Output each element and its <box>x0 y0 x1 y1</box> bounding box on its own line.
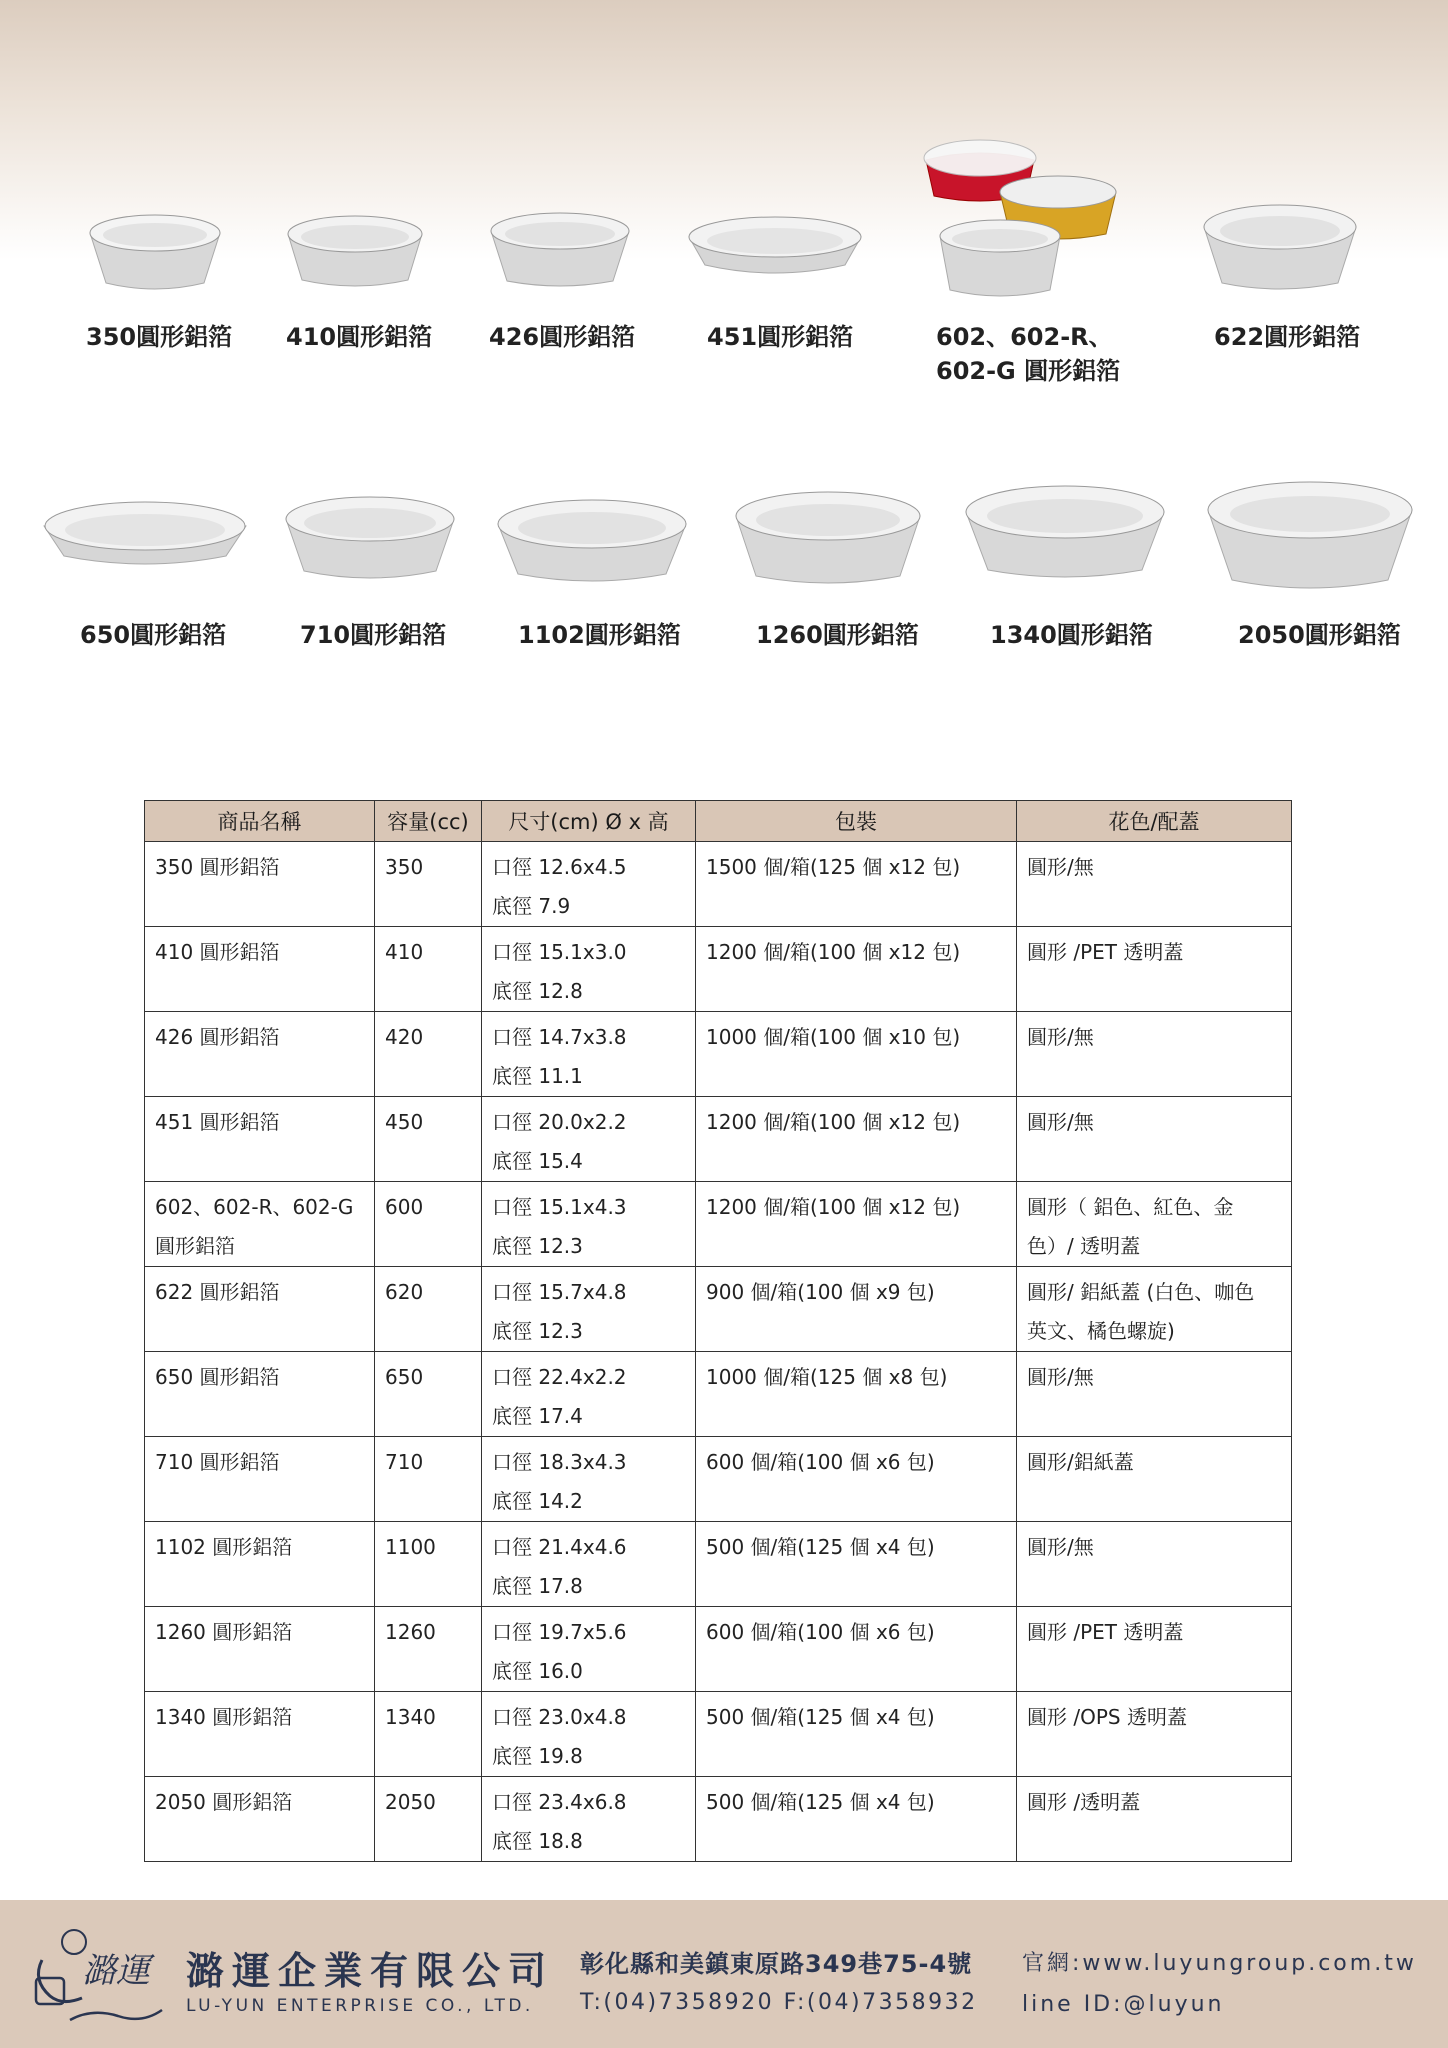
cell-style-lid <box>1017 1522 1292 1607</box>
company-website[interactable]: 官網:www.luyungroup.com.tw <box>1022 1951 1417 1976</box>
foil-tray-image <box>280 210 430 290</box>
cell-dimensions-text: 口徑 14.7x3.8 <box>492 1025 627 1049</box>
cell-dimensions-text: 底徑 19.8 <box>492 1744 583 1768</box>
cell-style-lid-text: 圓形/鋁紙蓋 <box>1027 1450 1134 1474</box>
table-row <box>145 1692 1292 1777</box>
cell-packaging-text: 600 個/箱(100 個 x6 包) <box>706 1620 935 1644</box>
header-style-lid: 花色/配蓋 <box>1017 801 1292 842</box>
company-line-id: line ID:@luyun <box>1022 1992 1225 2017</box>
cell-packaging <box>696 1012 1017 1097</box>
product-label: 2050圓形鋁箔 <box>1238 621 1401 649</box>
cell-style-lid <box>1017 842 1292 927</box>
cell-capacity <box>375 1437 482 1522</box>
company-phone-fax: T:(04)7358920 F:(04)7358932 <box>580 1990 978 2015</box>
cell-product-name <box>145 1182 375 1267</box>
company-address: 彰化縣和美鎮東原路349巷75-4號 <box>580 1950 973 1978</box>
cell-product-name <box>145 1777 375 1862</box>
cell-dimensions-text: 口徑 12.6x4.5 <box>492 855 627 879</box>
cell-packaging-text: 1200 個/箱(100 個 x12 包) <box>706 1110 961 1134</box>
cell-capacity <box>375 1352 482 1437</box>
cell-dimensions-text: 底徑 14.2 <box>492 1489 583 1513</box>
product-label: 350圓形鋁箔 <box>86 323 233 351</box>
cell-product-name-text: 710 圓形鋁箔 <box>155 1450 280 1474</box>
cell-capacity-text: 410 <box>385 940 424 964</box>
cell-style-lid-text: 圓形 /透明蓋 <box>1027 1790 1141 1814</box>
cell-dimensions <box>482 1352 696 1437</box>
cell-dimensions <box>482 1692 696 1777</box>
foil-tray-image <box>730 482 926 592</box>
footer <box>0 1900 1448 2048</box>
cell-product-name-text: 1260 圓形鋁箔 <box>155 1620 293 1644</box>
cell-dimensions <box>482 927 696 1012</box>
cell-capacity-text: 450 <box>385 1110 424 1134</box>
product-label: 650圓形鋁箔 <box>80 621 227 649</box>
cell-dimensions-text: 底徑 16.0 <box>492 1659 583 1683</box>
foil-tray-image <box>40 490 250 580</box>
cell-style-lid <box>1017 1182 1292 1267</box>
cell-product-name <box>145 1522 375 1607</box>
cell-dimensions <box>482 1777 696 1862</box>
cell-dimensions <box>482 1182 696 1267</box>
product-label: 410圓形鋁箔 <box>286 323 433 351</box>
table-row <box>145 842 1292 927</box>
cell-capacity <box>375 1777 482 1862</box>
cell-packaging <box>696 1437 1017 1522</box>
cell-style-lid <box>1017 1012 1292 1097</box>
cell-dimensions-text: 底徑 18.8 <box>492 1829 583 1853</box>
cell-capacity <box>375 1182 482 1267</box>
cell-packaging-text: 600 個/箱(100 個 x6 包) <box>706 1450 935 1474</box>
cell-capacity-text: 620 <box>385 1280 424 1304</box>
cell-packaging-text: 1500 個/箱(125 個 x12 包) <box>706 855 961 879</box>
cell-dimensions-text: 口徑 15.1x4.3 <box>492 1195 627 1219</box>
cell-product-name <box>145 1097 375 1182</box>
cell-packaging-text: 900 個/箱(100 個 x9 包) <box>706 1280 935 1304</box>
product-label: 451圓形鋁箔 <box>707 323 854 351</box>
cell-capacity-text: 650 <box>385 1365 424 1389</box>
cell-dimensions-text: 底徑 12.3 <box>492 1234 583 1258</box>
cell-capacity <box>375 1522 482 1607</box>
cell-style-lid <box>1017 1267 1292 1352</box>
foil-tray-image <box>280 485 460 585</box>
cell-style-lid <box>1017 1777 1292 1862</box>
cell-style-lid-text: 圓形/ 鋁紙蓋 (白色、咖色 <box>1027 1280 1255 1304</box>
cell-style-lid-text: 圓形/無 <box>1027 1110 1094 1134</box>
cell-style-lid <box>1017 927 1292 1012</box>
cell-dimensions <box>482 1437 696 1522</box>
company-logo-icon <box>22 1920 172 2030</box>
cell-packaging <box>696 1182 1017 1267</box>
cell-capacity-text: 2050 <box>385 1790 436 1814</box>
foil-tray-image <box>960 476 1170 586</box>
foil-tray-image <box>1202 472 1418 596</box>
cell-style-lid <box>1017 1607 1292 1692</box>
cell-dimensions <box>482 1522 696 1607</box>
cell-dimensions-text: 口徑 15.1x3.0 <box>492 940 627 964</box>
cell-product-name-text: 圓形鋁箔 <box>155 1234 235 1258</box>
cell-product-name-text: 1340 圓形鋁箔 <box>155 1705 293 1729</box>
product-label: 622圓形鋁箔 <box>1214 323 1361 351</box>
cell-style-lid-text: 圓形 /OPS 透明蓋 <box>1027 1705 1187 1729</box>
cell-capacity <box>375 842 482 927</box>
cell-style-lid-text: 圓形 /PET 透明蓋 <box>1027 1620 1184 1644</box>
cell-packaging <box>696 1097 1017 1182</box>
cell-dimensions-text: 口徑 21.4x4.6 <box>492 1535 627 1559</box>
company-name-cn: 潞運企業有限公司 <box>186 1949 555 1993</box>
cell-capacity-text: 1340 <box>385 1705 436 1729</box>
cell-packaging-text: 1000 個/箱(100 個 x10 包) <box>706 1025 961 1049</box>
cell-dimensions-text: 底徑 12.8 <box>492 979 583 1003</box>
cell-style-lid-text: 圓形 /PET 透明蓋 <box>1027 940 1184 964</box>
cell-product-name-text: 350 圓形鋁箔 <box>155 855 280 879</box>
cell-dimensions <box>482 1267 696 1352</box>
cell-capacity <box>375 1012 482 1097</box>
cell-dimensions <box>482 1012 696 1097</box>
cell-product-name <box>145 1267 375 1352</box>
cell-product-name-text: 1102 圓形鋁箔 <box>155 1535 293 1559</box>
cell-product-name <box>145 1607 375 1692</box>
table-row <box>145 1352 1292 1437</box>
header-packaging: 包裝 <box>696 801 1017 842</box>
foil-tray-image <box>485 205 635 290</box>
header-dimensions: 尺寸(cm) Ø x 高 <box>482 801 696 842</box>
company-name-en: LU-YUN ENTERPRISE CO., LTD. <box>186 1996 534 2016</box>
cell-packaging <box>696 1522 1017 1607</box>
tray <box>90 215 220 289</box>
product-label: 602、602-R、 <box>936 323 1113 351</box>
cell-capacity <box>375 1097 482 1182</box>
product-label: 1340圓形鋁箔 <box>990 621 1153 649</box>
cell-style-lid-text: 英文、橘色螺旋) <box>1027 1319 1175 1343</box>
cell-product-name-text: 622 圓形鋁箔 <box>155 1280 280 1304</box>
cell-packaging <box>696 1692 1017 1777</box>
cell-product-name <box>145 1012 375 1097</box>
cell-dimensions-text: 底徑 17.8 <box>492 1574 583 1598</box>
product-label: 710圓形鋁箔 <box>300 621 447 649</box>
cell-product-name-text: 451 圓形鋁箔 <box>155 1110 280 1134</box>
cell-product-name <box>145 1437 375 1522</box>
cell-style-lid-text: 圓形/無 <box>1027 855 1094 879</box>
cell-dimensions-text: 底徑 15.4 <box>492 1149 583 1173</box>
cell-product-name-text: 426 圓形鋁箔 <box>155 1025 280 1049</box>
cell-packaging-text: 1200 個/箱(100 個 x12 包) <box>706 1195 961 1219</box>
cell-capacity-text: 710 <box>385 1450 424 1474</box>
cell-packaging <box>696 1267 1017 1352</box>
foil-tray-image <box>685 205 865 285</box>
spec-table <box>144 800 1292 1862</box>
cell-packaging-text: 500 個/箱(125 個 x4 包) <box>706 1705 935 1729</box>
cell-style-lid <box>1017 1352 1292 1437</box>
cell-product-name-text: 2050 圓形鋁箔 <box>155 1790 293 1814</box>
cell-style-lid <box>1017 1097 1292 1182</box>
cell-capacity-text: 600 <box>385 1195 424 1219</box>
cell-product-name-text: 602、602-R、602-G <box>155 1195 354 1219</box>
cell-style-lid <box>1017 1692 1292 1777</box>
header-capacity: 容量(cc) <box>375 801 482 842</box>
cell-dimensions <box>482 1097 696 1182</box>
table-row <box>145 927 1292 1012</box>
header-name: 商品名稱 <box>145 801 375 842</box>
cell-product-name-text: 650 圓形鋁箔 <box>155 1365 280 1389</box>
cell-packaging <box>696 1777 1017 1862</box>
table-header-row <box>145 801 1292 842</box>
cell-packaging-text: 1000 個/箱(125 個 x8 包) <box>706 1365 948 1389</box>
cell-style-lid-text: 圓形/無 <box>1027 1365 1094 1389</box>
foil-tray-image <box>920 130 1130 310</box>
table-row <box>145 1012 1292 1097</box>
cell-capacity <box>375 1267 482 1352</box>
cell-dimensions-text: 底徑 11.1 <box>492 1064 583 1088</box>
cell-product-name-text: 410 圓形鋁箔 <box>155 940 280 964</box>
cell-product-name <box>145 842 375 927</box>
cell-packaging-text: 500 個/箱(125 個 x4 包) <box>706 1535 935 1559</box>
product-label-line2: 602-G 圓形鋁箔 <box>936 357 1121 385</box>
product-label: 1260圓形鋁箔 <box>756 621 919 649</box>
cell-dimensions-text: 口徑 23.4x6.8 <box>492 1790 627 1814</box>
cell-packaging <box>696 1607 1017 1692</box>
table-row <box>145 1182 1292 1267</box>
cell-style-lid-text: 色）/ 透明蓋 <box>1027 1234 1141 1258</box>
cell-product-name <box>145 1352 375 1437</box>
foil-tray-image <box>492 488 692 588</box>
cell-packaging <box>696 927 1017 1012</box>
cell-style-lid <box>1017 1437 1292 1522</box>
cell-dimensions-text: 口徑 18.3x4.3 <box>492 1450 627 1474</box>
cell-dimensions-text: 口徑 15.7x4.8 <box>492 1280 627 1304</box>
cell-dimensions <box>482 842 696 927</box>
cell-style-lid-text: 圓形（ 鋁色、紅色、金 <box>1027 1195 1234 1219</box>
table-row <box>145 1777 1292 1862</box>
cell-capacity-text: 420 <box>385 1025 424 1049</box>
cell-product-name <box>145 1692 375 1777</box>
cell-style-lid-text: 圓形/無 <box>1027 1535 1094 1559</box>
table-row <box>145 1522 1292 1607</box>
cell-dimensions-text: 底徑 12.3 <box>492 1319 583 1343</box>
table-row <box>145 1267 1292 1352</box>
cell-dimensions-text: 口徑 20.0x2.2 <box>492 1110 627 1134</box>
table-row <box>145 1097 1292 1182</box>
cell-dimensions-text: 口徑 19.7x5.6 <box>492 1620 627 1644</box>
cell-product-name <box>145 927 375 1012</box>
product-label: 426圓形鋁箔 <box>489 323 636 351</box>
cell-capacity-text: 1100 <box>385 1535 436 1559</box>
table-row <box>145 1607 1292 1692</box>
svg-text:潞運: 潞運 <box>82 1951 150 1991</box>
cell-capacity <box>375 927 482 1012</box>
cell-capacity-text: 1260 <box>385 1620 436 1644</box>
foil-tray-image <box>80 205 230 295</box>
cell-packaging <box>696 1352 1017 1437</box>
foil-tray-image <box>1198 195 1362 295</box>
cell-capacity <box>375 1692 482 1777</box>
table-row <box>145 1437 1292 1522</box>
cell-dimensions-text: 底徑 7.9 <box>492 894 571 918</box>
product-label: 1102圓形鋁箔 <box>518 621 681 649</box>
cell-style-lid-text: 圓形/無 <box>1027 1025 1094 1049</box>
cell-packaging <box>696 842 1017 927</box>
cell-dimensions-text: 口徑 23.0x4.8 <box>492 1705 627 1729</box>
cell-packaging-text: 500 個/箱(125 個 x4 包) <box>706 1790 935 1814</box>
cell-packaging-text: 1200 個/箱(100 個 x12 包) <box>706 940 961 964</box>
cell-capacity-text: 350 <box>385 855 424 879</box>
cell-dimensions <box>482 1607 696 1692</box>
cell-dimensions-text: 口徑 22.4x2.2 <box>492 1365 627 1389</box>
cell-dimensions-text: 底徑 17.4 <box>492 1404 583 1428</box>
cell-capacity <box>375 1607 482 1692</box>
